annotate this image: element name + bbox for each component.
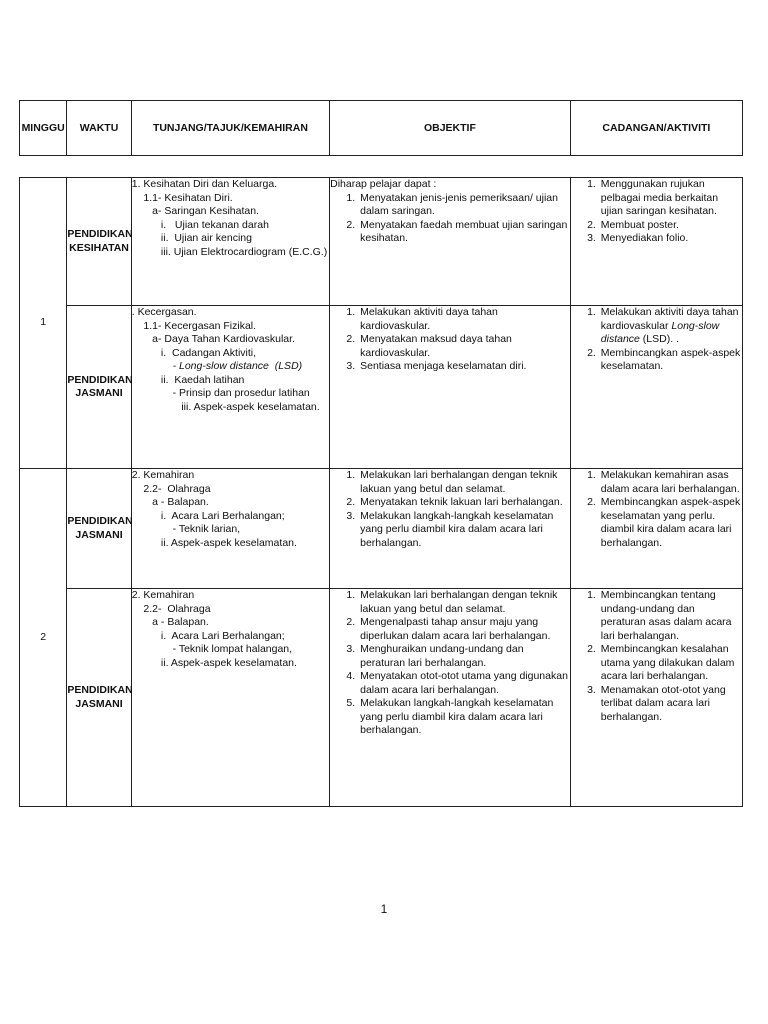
header-objektif: OBJEKTIF (330, 101, 571, 156)
week-number: 2 (20, 469, 67, 807)
tunjang-line: i. Ujian tekanan darah (131, 218, 269, 231)
list-item: 5. Melakukan langkah-langkah keselamatan yang perlu diambil kira dalam acara lari berhalangan. (358, 697, 570, 738)
subject-line: PENDIDIKAN (67, 684, 133, 696)
list-item: 3. Menamakan otot-otot yang terlibat dalam acara lari berhalangan. (599, 684, 742, 725)
objektif-list (330, 589, 570, 738)
list-item: 3. Menghuraikan undang-undang dan peraturan lari berhalangan. (358, 643, 570, 670)
list-item: 2. Membincangkan aspek-aspek keselamatan. (599, 347, 742, 374)
tunjang-line: a - Balapan. (131, 616, 209, 628)
list-item: 3. Sentiasa menjaga keselamatan diri. (358, 360, 570, 374)
subject-line: JASMANI (75, 528, 123, 541)
list-item: 1. Menyatakan jenis-jenis pemeriksaan/ ujian dalam saringan. (358, 192, 570, 219)
objektif-cell (330, 469, 571, 589)
list-item: 2. Membincangkan kesalahan utama yang dilakukan dalam acara lari berhalangan. (599, 643, 742, 684)
list-item-text: (LSD). . (639, 333, 679, 345)
cadangan-list (571, 589, 742, 724)
tunjang-line: 2. Kemahiran (131, 589, 195, 601)
list-item: 2. Menyatakan teknik lakuan lari berhalangan. (358, 496, 570, 510)
week-number: 1 (20, 178, 67, 469)
list-item: 2. Membuat poster. (599, 219, 742, 233)
objektif-list (330, 469, 570, 550)
tunjang-line: - Prinsip dan prosedur latihan (131, 387, 310, 399)
subject-cell (67, 589, 131, 807)
tunjang-line: iii. Aspek-aspek keselamatan. (131, 400, 320, 413)
tunjang-cell (131, 589, 329, 807)
objektif-cell (330, 178, 571, 306)
list-item: 3. Menyediakan folio. (599, 232, 742, 246)
objektif-list (330, 192, 570, 246)
cadangan-cell (570, 589, 742, 807)
list-item: 3. Melakukan langkah-langkah keselamatan yang perlu diambil kira dalam acara lari berhalangan. (358, 510, 570, 551)
tunjang-line: 1.1- Kesihatan Diri. (131, 191, 233, 204)
subject-cell (67, 178, 131, 306)
header-waktu: WAKTU (67, 101, 131, 156)
tunjang-line: - Long-slow distance (LSD) (131, 360, 303, 372)
cadangan-cell (570, 469, 742, 589)
tunjang-line: 1.1- Kecergasan Fizikal. (131, 319, 257, 332)
cadangan-list (571, 306, 742, 374)
subject-line: PENDIDIKAN (67, 228, 133, 240)
list-item-text: Melakukan aktiviti daya tahan kardiovaskular (600, 306, 739, 332)
objektif-intro: Diharap pelajar dapat : (330, 178, 437, 190)
objektif-cell (330, 589, 571, 807)
list-item: 1. Melakukan kemahiran asas dalam acara lari berhalangan. (599, 469, 742, 496)
cadangan-list (571, 469, 742, 550)
list-item: 2. Menyatakan faedah membuat ujian saringan kesihatan. (358, 219, 570, 246)
list-item: 1. Melakukan lari berhalangan dengan teknik lakuan yang betul dan selamat. (358, 589, 570, 616)
tunjang-line: a- Daya Tahan Kardiovaskular. (131, 333, 295, 345)
tunjang-line: 1. Kesihatan Diri dan Keluarga. (131, 178, 278, 190)
subject-cell (67, 469, 131, 589)
tunjang-line: a - Balapan. (131, 496, 209, 508)
tunjang-line: 2.2- Olahraga (131, 602, 211, 615)
list-item (599, 306, 742, 347)
table-row (20, 469, 743, 589)
objektif-cell (330, 306, 571, 469)
table-row (20, 178, 743, 306)
cadangan-list (571, 178, 742, 246)
tunjang-line: iii. Ujian Elektrocardiogram (E.C.G.) (131, 245, 328, 258)
cadangan-cell (570, 306, 742, 469)
table-row (20, 589, 743, 807)
header-row (20, 101, 743, 156)
tunjang-line: ii. Aspek-aspek keselamatan. (131, 656, 297, 669)
tunjang-cell (131, 469, 329, 589)
tunjang-line: 2.2- Olahraga (131, 482, 211, 495)
tunjang-line: i. Acara Lari Berhalangan; (131, 629, 285, 642)
tunjang-line: ii. Kaedah latihan (131, 373, 245, 386)
page-number: 1 (380, 902, 388, 916)
header-cadangan: CADANGAN/AKTIVITI (570, 101, 742, 156)
list-item: 1. Melakukan lari berhalangan dengan teknik lakuan yang betul dan selamat. (358, 469, 570, 496)
cadangan-cell (570, 178, 742, 306)
subject-line: JASMANI (75, 697, 123, 710)
subject-cell (67, 306, 131, 469)
subject-line: KESIHATAN (69, 241, 129, 254)
plan-table (19, 177, 743, 807)
tunjang-line: ii. Aspek-aspek keselamatan. (131, 536, 297, 549)
tunjang-line: - Teknik larian, (131, 523, 241, 535)
tunjang-line: i. Cadangan Aktiviti, (131, 346, 257, 359)
list-item: 1. Menggunakan rujukan pelbagai media berkaitan ujian saringan kesihatan. (599, 178, 742, 219)
list-item: 2. Menyatakan maksud daya tahan kardiovaskular. (358, 333, 570, 360)
tunjang-cell (131, 306, 329, 469)
subject-line: PENDIDIKAN (67, 373, 133, 386)
tunjang-line: - Teknik lompat halangan, (131, 643, 293, 655)
tunjang-line: ii. Ujian air kencing (131, 232, 252, 244)
subject-line: JASMANI (75, 387, 123, 399)
header-minggu: MINGGU (20, 101, 67, 156)
subject-line: PENDIDIKAN (67, 515, 133, 527)
list-item: 2. Membincangkan aspek-aspek keselamatan yang perlu. diambil kira dalam acara lari berhalangan. (599, 496, 742, 550)
list-item: 1. Membincangkan tentang undang-undang dan peraturan asas dalam acara lari berhalangan. (599, 589, 742, 643)
header-tunjang: TUNJANG/TAJUK/KEMAHIRAN (131, 101, 329, 156)
tunjang-cell (131, 178, 329, 306)
table-row (20, 306, 743, 469)
list-item: 1. Melakukan aktiviti daya tahan kardiovaskular. (358, 306, 570, 333)
tunjang-line: a- Saringan Kesihatan. (131, 205, 259, 217)
header-table (19, 100, 743, 156)
objektif-list (330, 306, 570, 374)
tunjang-line: 2. Kemahiran (131, 469, 195, 481)
list-item: 2. Mengenalpasti tahap ansur maju yang diperlukan dalam acara lari berhalangan. (358, 616, 570, 643)
list-item-emphasis: Long-slow distance (600, 319, 720, 345)
list-item: 4. Menyatakan otot-otot utama yang digunakan dalam acara lari berhalangan. (358, 670, 570, 697)
tunjang-line: . Kecergasan. (131, 306, 197, 318)
tunjang-line: i. Acara Lari Berhalangan; (131, 509, 285, 522)
